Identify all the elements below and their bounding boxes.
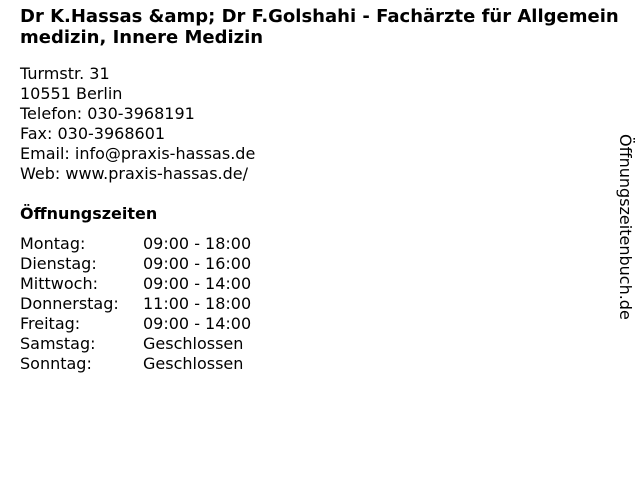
- day-label: Sonntag:: [20, 354, 92, 373]
- address-city: 10551 Berlin: [20, 84, 123, 103]
- email-address: Email: info@praxis-hassas.de: [20, 144, 256, 163]
- hours-value: 09:00 - 18:00: [143, 234, 252, 253]
- table-row: [20, 294, 251, 314]
- phone-number: Telefon: 030-3968191: [20, 104, 195, 123]
- page-title: Dr K.Hassas &amp; Dr F.Golshahi - Fachärzte für Allgemeinmedizin, Innere Medizin: [20, 6, 619, 48]
- hours-value: Geschlossen: [143, 334, 244, 353]
- table-row: [20, 334, 251, 354]
- table-row: [20, 254, 251, 274]
- site-watermark: Öffnungszeitenbuch.de: [616, 134, 635, 320]
- day-label: Mittwoch:: [20, 274, 98, 293]
- contact-block: [20, 64, 255, 184]
- website-address: Web: www.praxis-hassas.de/: [20, 164, 249, 183]
- table-row: [20, 274, 251, 294]
- hours-value: 09:00 - 16:00: [143, 254, 252, 273]
- day-label: Donnerstag:: [20, 294, 119, 313]
- hours-value: Geschlossen: [143, 354, 244, 373]
- opening-hours-heading: Öffnungszeiten: [20, 204, 158, 223]
- day-label: Montag:: [20, 234, 86, 253]
- address-street: Turmstr. 31: [20, 64, 110, 83]
- table-row: [20, 354, 251, 374]
- hours-value: 09:00 - 14:00: [143, 314, 252, 333]
- table-row: [20, 314, 251, 334]
- day-label: Freitag:: [20, 314, 81, 333]
- hours-value: 09:00 - 14:00: [143, 274, 252, 293]
- fax-number: Fax: 030-3968601: [20, 124, 166, 143]
- hours-value: 11:00 - 18:00: [143, 294, 252, 313]
- day-label: Samstag:: [20, 334, 96, 353]
- day-label: Dienstag:: [20, 254, 97, 273]
- table-row: [20, 234, 251, 254]
- opening-hours-table: [20, 234, 251, 374]
